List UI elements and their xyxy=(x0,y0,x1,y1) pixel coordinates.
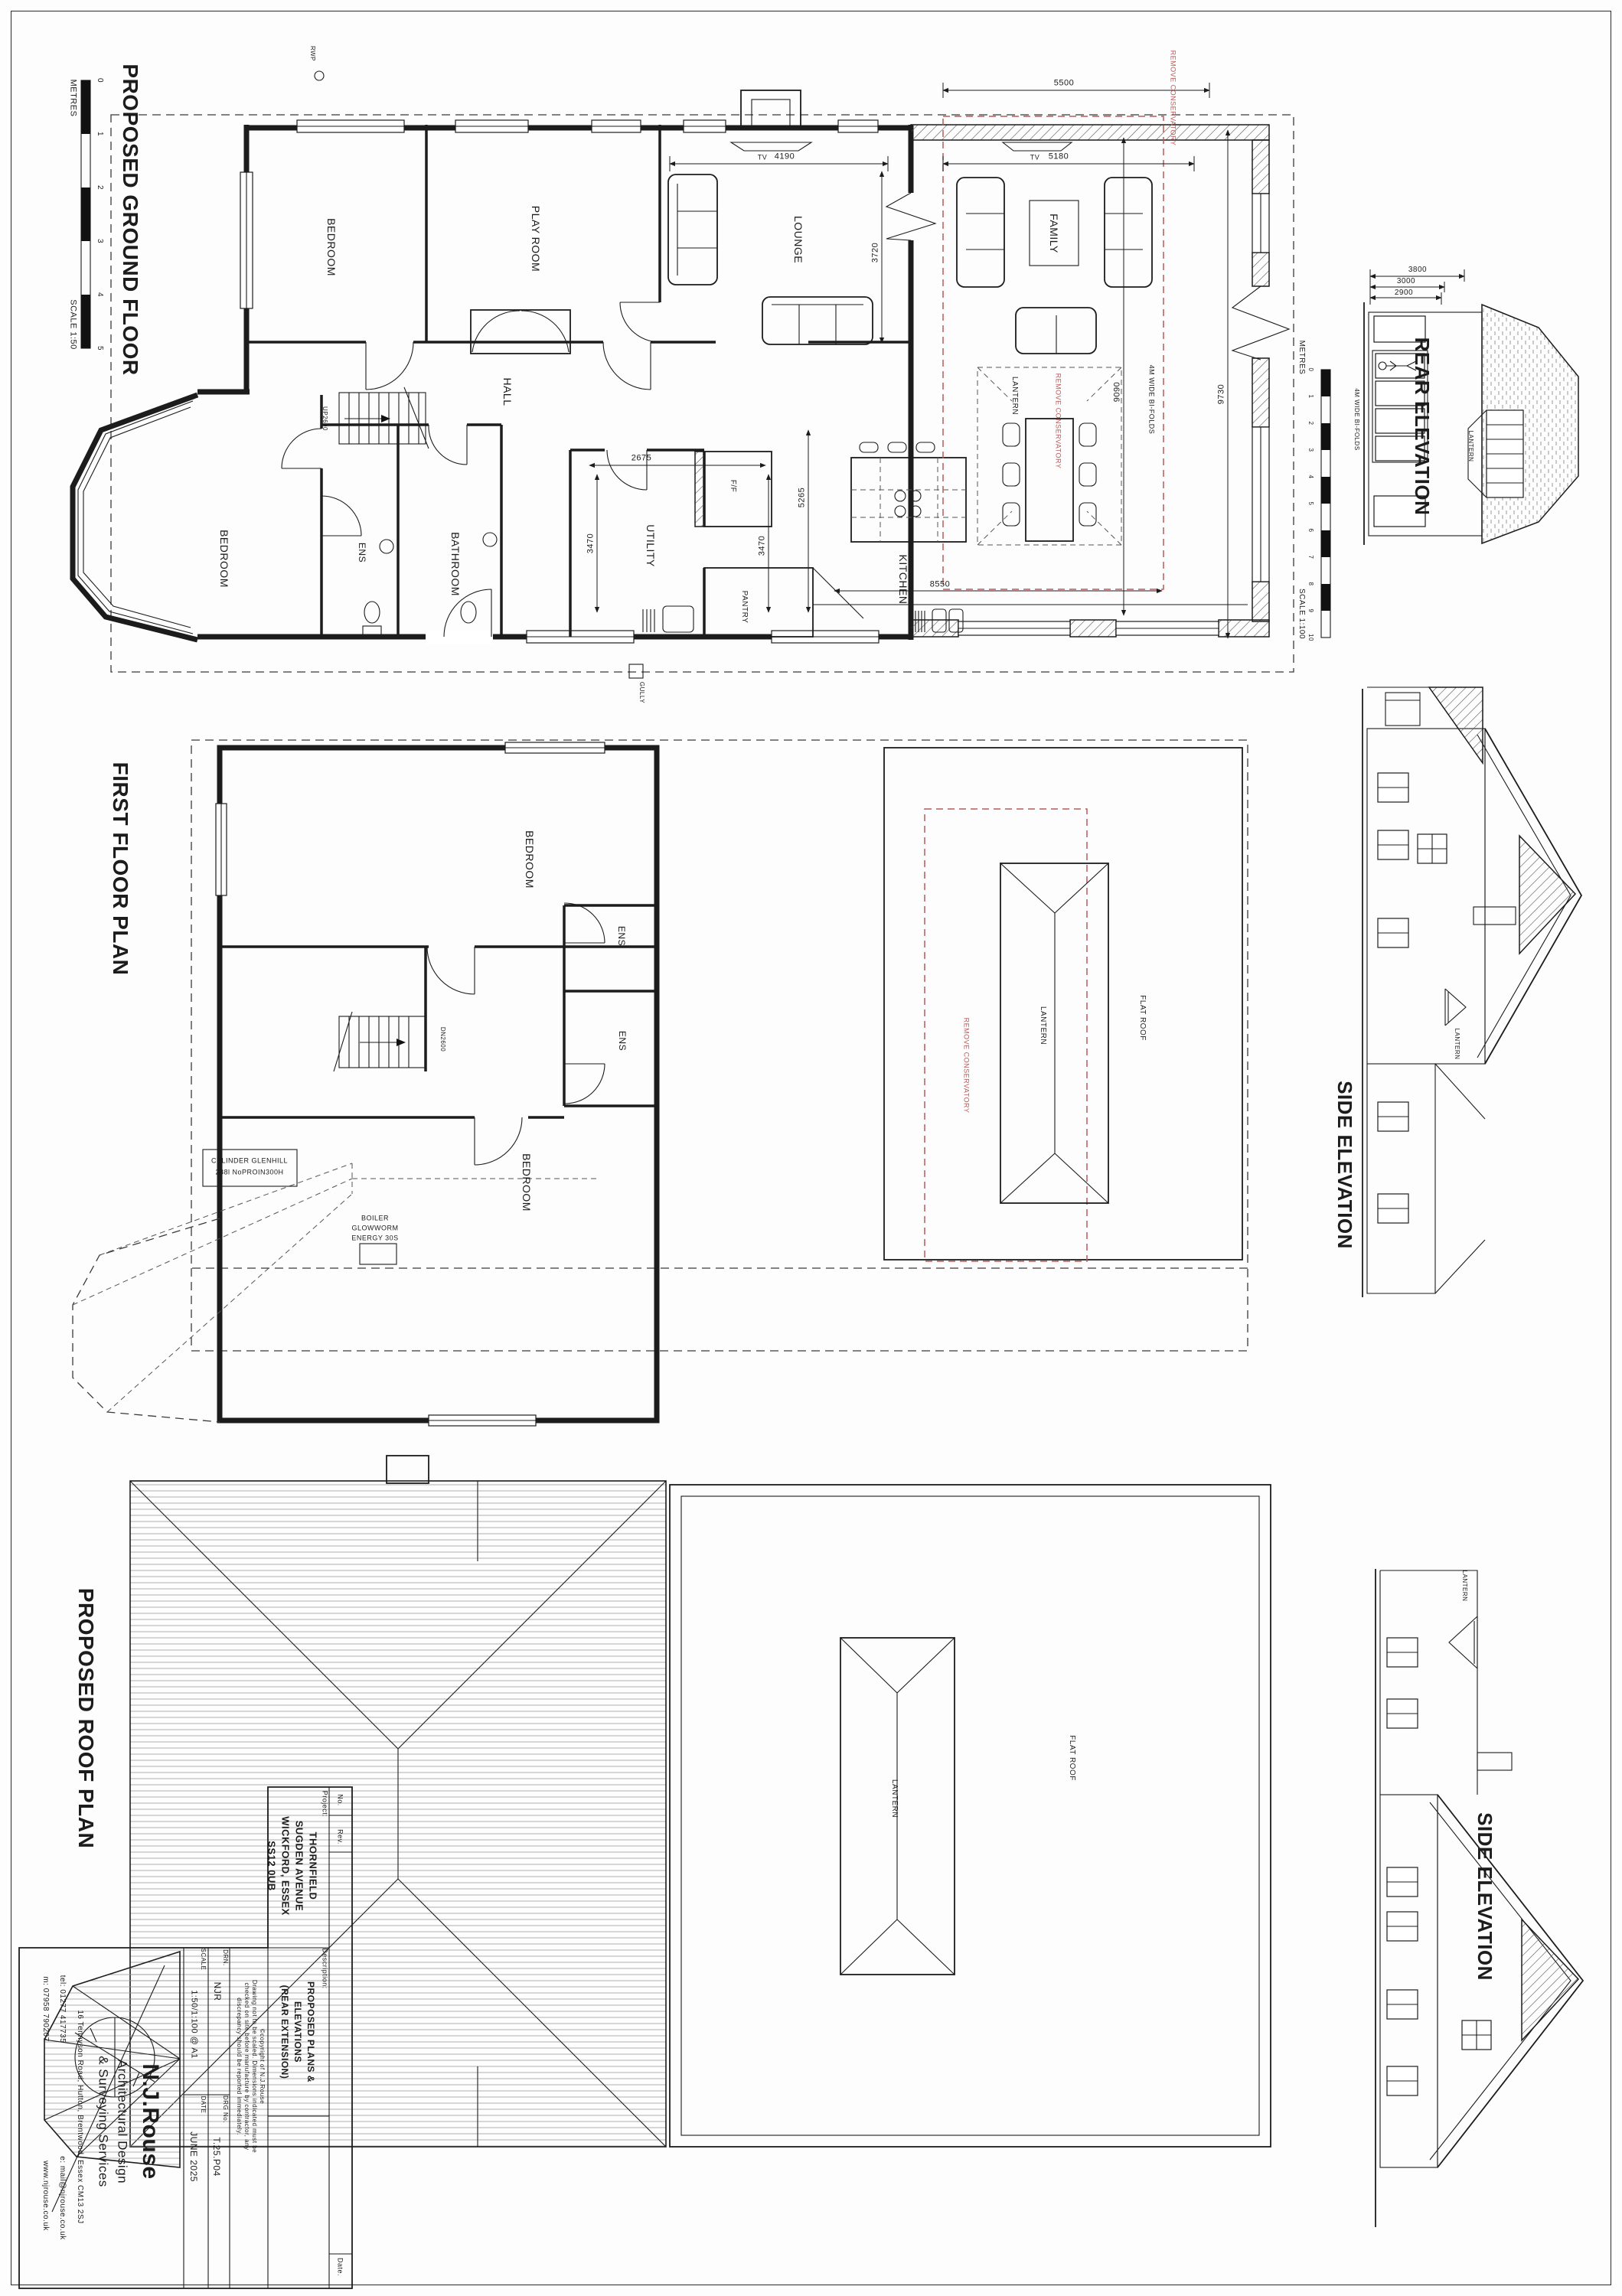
ff-room-ens-1: ENS xyxy=(616,925,627,947)
gf-note-rwp: RWP xyxy=(309,45,316,62)
tb-description-2: ELEVATIONS xyxy=(292,2001,303,2063)
gf-room-family: FAMILY xyxy=(1048,214,1060,253)
gf-room-hall: HALL xyxy=(501,377,514,406)
re-scale-caption: SCALE 1:100 xyxy=(1297,588,1306,640)
tb-drg-label: DRG No. xyxy=(222,2095,229,2123)
title-rear-elevation: REAR ELEVATION xyxy=(1411,337,1434,516)
tb-firm-name: N.J.Rouse xyxy=(138,2063,163,2180)
gf-scale-caption: SCALE 1:50 xyxy=(68,299,78,350)
re-dim-3800: 3800 xyxy=(1408,266,1428,274)
ff-note-flat-roof: FLAT ROOF xyxy=(1138,995,1147,1041)
re-scale-9: 9 xyxy=(1307,608,1314,613)
gf-room-bedroom-2: BEDROOM xyxy=(218,530,230,588)
gf-room-ff: F/F xyxy=(729,479,737,493)
gf-room-ens: ENS xyxy=(357,542,367,563)
gf-dim-3720: 3720 xyxy=(870,242,880,263)
gf-dim-3470-right: 3470 xyxy=(757,535,767,556)
gf-dim-9730: 9730 xyxy=(1216,383,1226,405)
tb-web: www.njrouse.co.uk xyxy=(41,2161,50,2231)
ff-room-bedroom-top: BEDROOM xyxy=(524,830,536,889)
gf-room-utility: UTILITY xyxy=(645,524,657,567)
gf-note-lantern: LANTERN xyxy=(1010,376,1019,416)
gf-room-bathroom: BATHROOM xyxy=(449,532,462,596)
ff-note-dn2600: DN2600 xyxy=(439,1026,446,1052)
rp-note-flat-roof: FLAT ROOF xyxy=(1068,1735,1076,1781)
roof-plan-linework xyxy=(44,1456,1271,2167)
side-elevation-1-linework xyxy=(1363,687,1581,1297)
gf-room-pantry: PANTRY xyxy=(740,590,749,624)
gf-note-bifolds: 4M WIDE BI-FOLDS xyxy=(1147,364,1156,435)
gf-scale-units: METRES xyxy=(68,79,78,117)
tb-copyright-2: Drawing not to be scaled. Dimensions indicated must be xyxy=(251,1979,258,2154)
ff-room-ens-2: ENS xyxy=(617,1030,628,1052)
gf-dim-8550: 8550 xyxy=(929,579,951,589)
tb-address: 16 Tennyson Road, Hutton, Brentwood, Essex CM13 2SJ xyxy=(76,2010,84,2224)
tb-description-label: Description: xyxy=(321,1948,329,1989)
re-note-bifolds: 4M WIDE BI-FOLDS xyxy=(1353,388,1360,451)
gf-note-tv-family: TV xyxy=(1030,153,1040,161)
rear-elevation-linework xyxy=(1321,269,1578,638)
ff-note-cylinder-1: CYLINDER GLENHILL xyxy=(211,1156,289,1165)
tb-copyright-3: checked on site before manufacture by contractor, any xyxy=(243,1982,250,2151)
gf-scale-4: 4 xyxy=(96,292,104,298)
gf-dim-3470-left: 3470 xyxy=(586,533,596,554)
re-dim-3000: 3000 xyxy=(1396,277,1416,285)
ff-note-boiler-1: BOILER xyxy=(361,1214,390,1222)
rp-note-lantern: LANTERN xyxy=(890,1779,899,1818)
gf-room-bedroom-1: BEDROOM xyxy=(325,218,338,276)
tb-firm-sub-1: Architectural Design xyxy=(115,2059,130,2184)
gf-dim-5500: 5500 xyxy=(1053,78,1075,88)
gf-scale-5: 5 xyxy=(96,345,104,351)
gf-note-gully: GULLY xyxy=(638,681,645,704)
tb-scale-value: 1:50/1:100 @ A1 xyxy=(189,1990,199,2059)
gf-room-play-room: PLAY ROOM xyxy=(530,205,542,272)
ff-note-lantern: LANTERN xyxy=(1039,1006,1047,1045)
re-scale-0: 0 xyxy=(1307,367,1314,372)
gf-dim-5180: 5180 xyxy=(1048,152,1069,161)
re-note-lantern: LANTERN xyxy=(1467,430,1474,462)
gf-scale-2: 2 xyxy=(96,184,104,191)
tb-project-3: WICKFORD, ESSEX xyxy=(279,1816,292,1916)
gf-room-kitchen: KITCHEN xyxy=(897,554,909,605)
gf-dim-4190: 4190 xyxy=(774,152,795,161)
se1-note-lantern: LANTERN xyxy=(1454,1028,1460,1060)
tb-copyright-1: ©copyright of N.J.Rouse xyxy=(259,2028,266,2105)
tb-rev: Rev. xyxy=(336,1829,344,1844)
re-scale-10: 10 xyxy=(1307,634,1314,641)
title-proposed-roof-plan: PROPOSED ROOF PLAN xyxy=(74,1587,98,1849)
tb-drn-label: DRN. xyxy=(222,1949,229,1966)
gf-note-remove-conservatory-1: REMOVE CONSERVATORY xyxy=(1169,50,1177,146)
tb-tel: tel: 01277 417735 xyxy=(58,1975,67,2043)
ff-note-boiler-3: ENERGY 30S xyxy=(351,1234,399,1242)
tb-drn-value: NJR xyxy=(212,1981,223,2001)
tb-project-4: SS12 0UB xyxy=(266,1841,278,1891)
tb-drg-value: T.25.P04 xyxy=(211,2137,222,2177)
gf-scale-3: 3 xyxy=(96,238,104,244)
gf-room-lounge: LOUNGE xyxy=(792,215,804,264)
gf-note-tv-lounge: TV xyxy=(757,153,768,161)
title-first-floor-plan: FIRST FLOOR PLAN xyxy=(109,762,132,976)
re-scale-2: 2 xyxy=(1307,421,1314,426)
gf-dim-5265: 5265 xyxy=(797,487,807,508)
tb-project-label: Project: xyxy=(321,1790,329,1818)
gf-dim-2675: 2675 xyxy=(631,453,652,463)
title-proposed-ground-floor: PROPOSED GROUND FLOOR xyxy=(119,64,142,376)
ff-note-cylinder-2: 288l NoPROIN300H xyxy=(215,1168,284,1176)
title-side-elevation-2: SIDE ELEVATION xyxy=(1474,1812,1496,1981)
re-scale-6: 6 xyxy=(1307,528,1314,533)
tb-scale-label: SCALE xyxy=(200,1948,207,1971)
re-scale-8: 8 xyxy=(1307,582,1314,586)
ff-room-bedroom-bottom: BEDROOM xyxy=(521,1153,533,1212)
gf-scale-1: 1 xyxy=(96,131,104,137)
re-scale-5: 5 xyxy=(1307,501,1314,506)
re-scale-7: 7 xyxy=(1307,555,1314,559)
first-floor-plan-linework xyxy=(73,740,1248,1426)
se2-note-lantern: LANTERN xyxy=(1461,1570,1468,1602)
title-side-elevation-1: SIDE ELEVATION xyxy=(1333,1081,1356,1249)
gf-note-up2600: UP2600 xyxy=(321,406,328,431)
tb-project-1: THORNFIELD xyxy=(307,1831,319,1900)
tb-no: No. xyxy=(336,1794,344,1806)
tb-date-col: Date. xyxy=(336,2257,344,2277)
re-scale-4: 4 xyxy=(1307,475,1314,479)
ground-floor-plan-linework xyxy=(73,71,1294,678)
ff-note-boiler-2: GLOWWORM xyxy=(351,1224,399,1232)
tb-description-1: PROPOSED PLANS & xyxy=(305,1981,316,2083)
re-scale-3: 3 xyxy=(1307,448,1314,452)
tb-project-2: SUGDEN AVENUE xyxy=(293,1820,305,1912)
re-scale-units: METRES xyxy=(1297,340,1306,375)
tb-email: e: mail@njrouse.co.uk xyxy=(58,2156,67,2240)
tb-copyright-4: discrepancy should be reported immediately. xyxy=(236,1998,243,2135)
tb-mobile: m: 07958 790207 xyxy=(41,1976,50,2042)
tb-firm-sub-2: & Surveying Services xyxy=(96,2056,111,2187)
re-scale-1: 1 xyxy=(1307,394,1314,399)
gf-note-remove-conservatory-2: REMOVE CONSERVATORY xyxy=(1054,373,1062,469)
ff-note-remove-conservatory: REMOVE CONSERVATORY xyxy=(962,1017,971,1114)
tb-date-label: DATE xyxy=(200,2095,207,2114)
tb-date-value: JUNE 2025 xyxy=(188,2131,199,2182)
gf-dim-9090: 9090 xyxy=(1112,381,1122,403)
re-dim-2900: 2900 xyxy=(1394,289,1414,297)
tb-description-3: (REAR EXTENSION) xyxy=(279,1985,290,2079)
gf-scale-0: 0 xyxy=(96,77,104,83)
